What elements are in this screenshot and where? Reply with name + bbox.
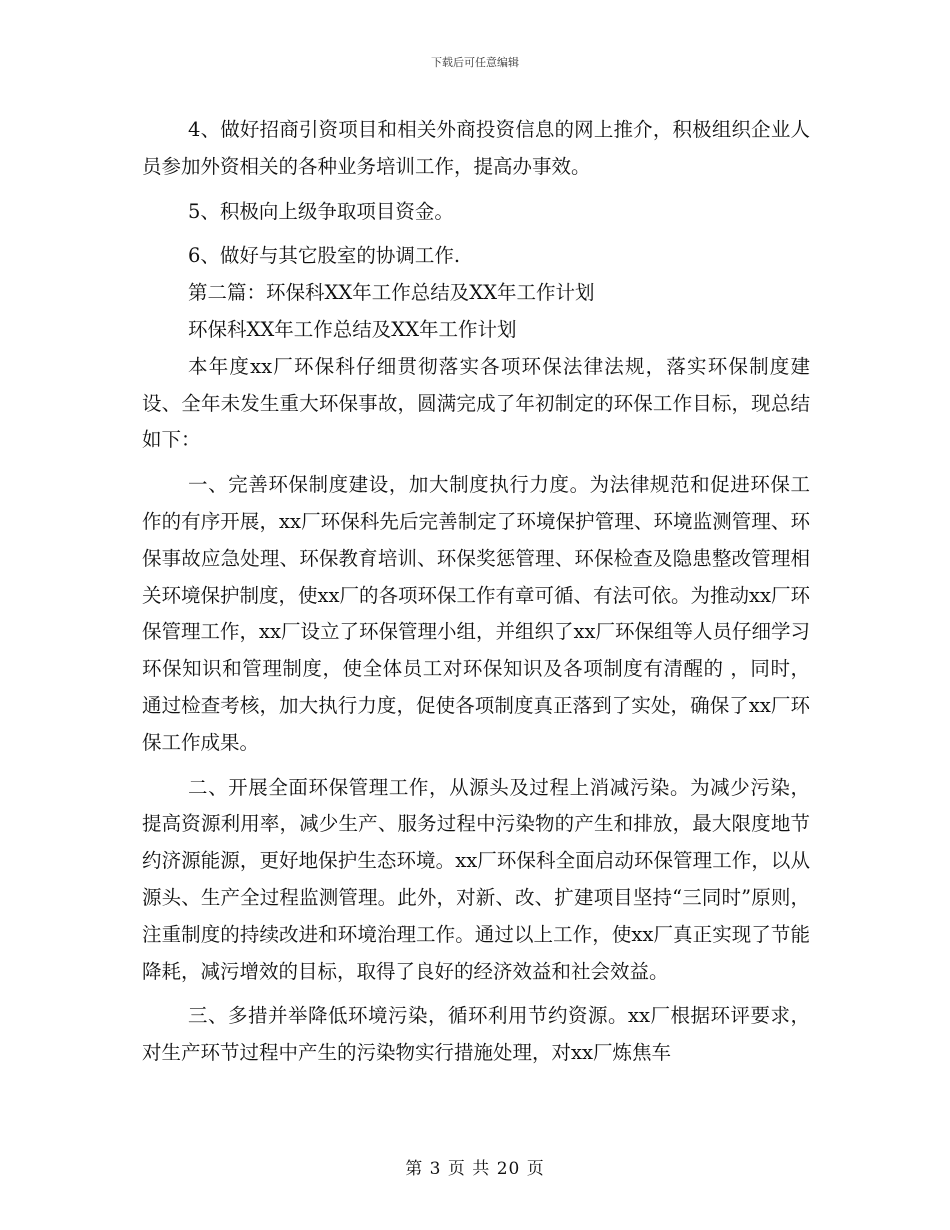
page-footer: 第 3 页 共 20 页 [405,1159,545,1179]
section-title: 第二篇：环保科XX年工作总结及XX年工作计划 [188,281,595,305]
document-title: 环保科XX年工作总结及XX年工作计划 [188,317,517,341]
paragraph-section-2: 二、开展全面环保管理工作，从源头及过程上消减污染。为减少污染，提高资源利用率，减少生产、服务过程中污染物的产生和排放，最大限度地节约济源能源，更好地保护生态环境。xx厂环保科全面启动环保管理工作，以从源头、生产全过程监测管理。此外，对新、改、扩建项目坚持“三同时”原则，注重制度的持续改进和环境治理工作。通过以上工作，使xx厂真正实现了节能降耗，减污增效的目标，取得了良好的经济效益和社会效益。 [142,775,810,983]
page-header: 下载后可任意编辑 [431,56,519,69]
document-body [142,112,810,1072]
paragraph-section-3: 三、多措并举降低环境污染，循环利用节约资源。xx厂根据环评要求，对生产环节过程中产生的污染物实行措施处理，对xx厂炼焦车 [142,1004,810,1065]
paragraph-item-6: 6、做好与其它股室的协调工作. [188,244,461,268]
paragraph-item-4: 4、做好招商引资项目和相关外商投资信息的网上推介，积极组织企业人员参加外资相关的各种业务培训工作，提高办事效。 [142,118,810,178]
paragraph-section-1: 一、完善环保制度建设，加大制度执行力度。为法律规范和促进环保工作的有序开展，xx厂环保科先后完善制定了环境保护管理、环境监测管理、环保事故应急处理、环保教育培训、环保奖惩管理、环保检查及隐患整改管理相关环境保护制度，使xx厂的各项环保工作有章可循、有法可依。为推动xx厂环保管理工作，xx厂设立了环保管理小组，并组织了xx厂环保组等人员仔细学习环保知识和管理制度，使全体员工对环保知识及各项制度有清醒的 ，同时，通过检查考核，加大执行力度，促使各项制度真正落到了实处，确保了xx厂环保工作成果。 [142,473,810,754]
intro-paragraph: 本年度xx厂环保科仔细贯彻落实各项环保法律法规，落实环保制度建设、全年未发生重大环保事故，圆满完成了年初制定的环保工作目标，现总结如下： [142,354,810,452]
paragraph-item-5: 5、积极向上级争取项目资金。 [188,199,454,223]
